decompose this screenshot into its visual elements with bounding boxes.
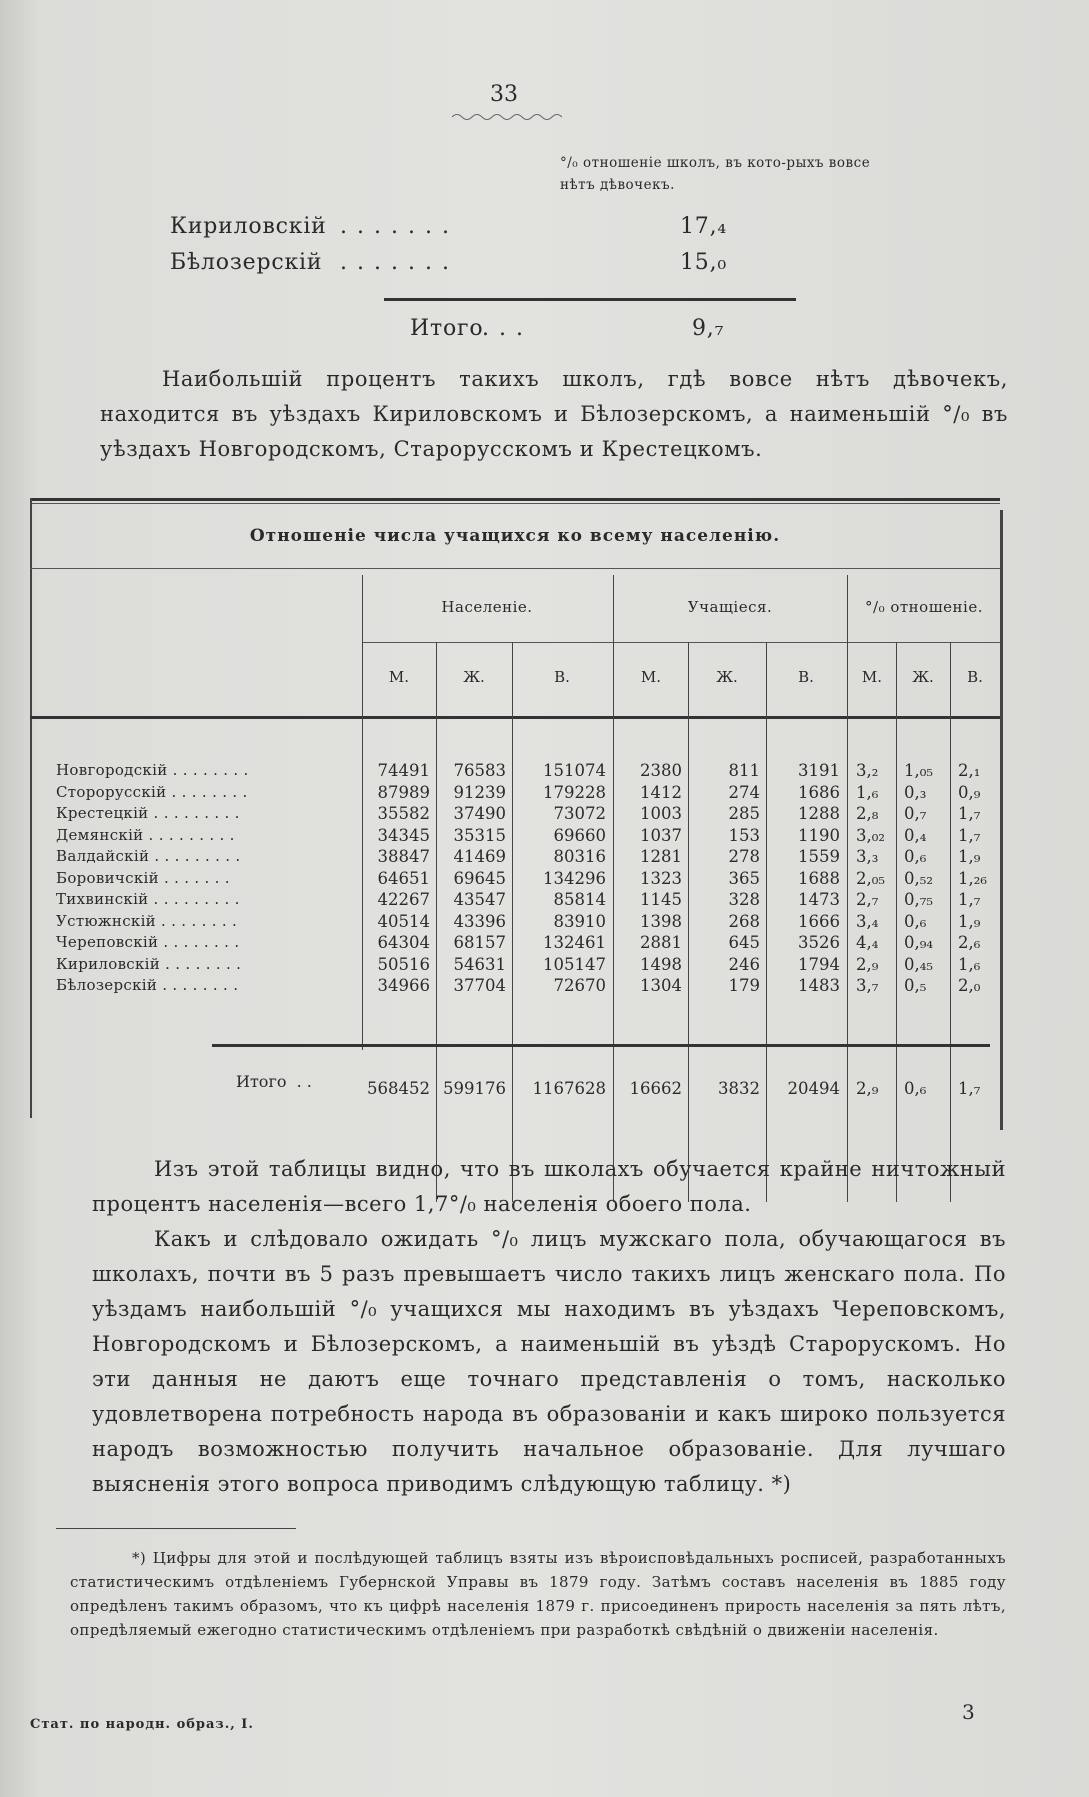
table-cell: 2,₀₅ bbox=[856, 868, 885, 888]
subheader-zh: Ж. bbox=[912, 668, 934, 686]
leader-dots: ... bbox=[482, 316, 533, 341]
table-cell: 85814 bbox=[553, 890, 606, 909]
top-table-row-name: Бѣлозерскій bbox=[170, 250, 323, 275]
table-cell: 153 bbox=[728, 825, 760, 845]
col-line bbox=[847, 575, 848, 1202]
table-cell: 91239 bbox=[453, 782, 506, 802]
table-cell: 0,₆ bbox=[904, 911, 927, 931]
table-cell: 43396 bbox=[453, 911, 506, 931]
table-cell: 0,₄₅ bbox=[904, 954, 933, 974]
table-cell: 1,₀₅ bbox=[904, 761, 933, 780]
footnote-separator bbox=[56, 1528, 296, 1529]
subheader-m: М. bbox=[861, 668, 883, 686]
table-cell: 1,₆ bbox=[856, 782, 879, 802]
table-cell: 2,₆ bbox=[958, 933, 981, 952]
table-cell: 1,₂₆ bbox=[958, 868, 987, 888]
subheader-v: В. bbox=[967, 668, 983, 686]
table-cell: 41469 bbox=[453, 847, 506, 866]
title-divider bbox=[30, 568, 1000, 569]
table-cell: 1281 bbox=[640, 847, 682, 866]
table-left-border bbox=[30, 498, 32, 1118]
subheader-zh: Ж. bbox=[716, 668, 738, 686]
table-cell: 76583 bbox=[453, 761, 506, 780]
table-cell: 2881 bbox=[640, 933, 682, 952]
table-cell: 34966 bbox=[377, 976, 430, 995]
table-cell: 811 bbox=[728, 761, 760, 780]
paragraph: Какъ и слѣдовало ожидать °/₀ лицъ мужскаго пола, обучающагося въ школахъ, почти въ 5 разъ превышаетъ число такихъ лицъ женскаго пола. По уѣздамъ наибольшій °/₀ учащихся мы находимъ въ уѣздахъ Череповскомъ, Новгородскомъ и Бѣлозерскомъ, а наименьшій въ уѣздѣ Старорускомъ. Но эти данныя не даютъ еще точнаго представленія о томъ, насколько удовлетворена потребность народа въ образованіи и какъ широко пользуется народъ возможностью получить начальное образованіе. Для лучшаго выясненія этого вопроса приводимъ слѣдующую таблицу. *) bbox=[92, 1227, 1006, 1496]
table-cell: 0,₅ bbox=[904, 976, 927, 995]
table-cell: 134296 bbox=[543, 868, 606, 888]
table-cell: 40514 bbox=[377, 911, 430, 931]
table-cell: 1,₇ bbox=[958, 890, 981, 909]
table-cell: 0,₇₅ bbox=[904, 890, 933, 909]
table-cell: 1037 bbox=[640, 825, 682, 845]
table-cell: 1473 bbox=[798, 890, 840, 909]
row-name: Демянскій . . . . . . . . . bbox=[56, 825, 235, 844]
table-right-border bbox=[1000, 510, 1003, 1130]
table-total-cell: 16662 bbox=[629, 1079, 682, 1098]
leader-dots: ....... bbox=[340, 250, 459, 275]
table-cell: 74491 bbox=[377, 761, 430, 780]
table-total-cell: 1,₇ bbox=[958, 1079, 981, 1098]
table-cell: 0,₆ bbox=[904, 847, 927, 866]
table-cell: 1483 bbox=[798, 976, 840, 995]
table-cell: 179228 bbox=[543, 782, 606, 802]
table-cell: 268 bbox=[728, 911, 760, 931]
table-cell: 37490 bbox=[453, 804, 506, 823]
table-cell: 105147 bbox=[543, 954, 606, 974]
row-name: Крестецкій . . . . . . . . . bbox=[56, 804, 240, 822]
table-total-cell: 0,₆ bbox=[904, 1079, 927, 1098]
table-cell: 3,₀₂ bbox=[856, 825, 885, 845]
footnote: *) Цифры для этой и послѣдующей таблицъ взяты изъ вѣроисповѣдальныхъ росписей, разработанныхъ статистическимъ отдѣленіемъ Губернской Управы въ 1879 году. Затѣмъ составъ населенія въ 1885 году опредѣленъ такимъ образомъ, что къ цифрѣ населенія 1879 г. присоединенъ прирость населенія за пять лѣтъ, опредѣляемый ежегодно статистическимъ отдѣленіемъ при разработкѣ свѣдѣній о движеніи населенія. bbox=[70, 1549, 1006, 1639]
table-cell: 1288 bbox=[798, 804, 840, 823]
table-cell: 1559 bbox=[798, 847, 840, 866]
table-cell: 72670 bbox=[553, 976, 606, 995]
table-cell: 3,₂ bbox=[856, 761, 879, 780]
table-cell: 1794 bbox=[798, 954, 840, 974]
table-cell: 1412 bbox=[640, 782, 682, 802]
table-cell: 1304 bbox=[640, 976, 682, 995]
table-total-cell: 1167628 bbox=[532, 1079, 606, 1098]
col-line bbox=[950, 642, 951, 1202]
top-table-column-header: °/₀ отношеніе школъ, въ кото-рыхъ вовсе нѣтъ дѣвочекъ. bbox=[560, 155, 871, 193]
table-cell: 3,₄ bbox=[856, 911, 879, 931]
table-top-rule-thin bbox=[30, 503, 1000, 504]
table-cell: 43547 bbox=[453, 890, 506, 909]
paragraph: Наибольшій процентъ такихъ школъ, гдѣ вовсе нѣтъ дѣвочекъ, находится въ уѣздахъ Кириловскомъ и Бѣлозерскомъ, а наименьшій °/₀ въ уѣздахъ Новгородскомъ, Старорусскомъ и Крестецкомъ. bbox=[100, 367, 1008, 461]
subheader-v: В. bbox=[554, 668, 570, 686]
table-cell: 3,₃ bbox=[856, 847, 879, 866]
decorative-squiggle bbox=[452, 112, 562, 122]
table-cell: 645 bbox=[728, 933, 760, 952]
table-cell: 151074 bbox=[543, 761, 606, 780]
table-cell: 87989 bbox=[377, 782, 430, 802]
table-cell: 1190 bbox=[798, 825, 840, 845]
row-name: Тихвинскій . . . . . . . . . bbox=[56, 890, 240, 908]
row-name: Кириловскій . . . . . . . . bbox=[56, 954, 242, 973]
table-cell: 54631 bbox=[453, 954, 506, 974]
table-cell: 2,₇ bbox=[856, 890, 879, 909]
table-cell: 1145 bbox=[640, 890, 682, 909]
table-total-name: Итого . . bbox=[236, 1072, 312, 1091]
table-cell: 64304 bbox=[377, 933, 430, 952]
paragraph: Изъ этой таблицы видно, что въ школахъ обучается крайне ничтожный процентъ населенія—всего 1,7°/₀ населенія обоего пола. bbox=[92, 1157, 1006, 1216]
table-cell: 365 bbox=[728, 868, 760, 888]
row-name: Устюжнскій . . . . . . . . bbox=[56, 911, 238, 930]
table-cell: 0,₄ bbox=[904, 825, 927, 845]
table-cell: 73072 bbox=[553, 804, 606, 823]
table-cell: 132461 bbox=[543, 933, 606, 952]
top-table-row-value: 15,₀ bbox=[680, 250, 728, 275]
table-cell: 0,₉ bbox=[958, 782, 981, 802]
table-cell: 1498 bbox=[640, 954, 682, 974]
table-cell: 1,₉ bbox=[958, 911, 981, 931]
table-cell: 2,₈ bbox=[856, 804, 879, 823]
top-table-total-name: Итого bbox=[410, 316, 484, 341]
table-cell: 3,₇ bbox=[856, 976, 879, 995]
table-cell: 69660 bbox=[553, 825, 606, 845]
group-header-percent: °/₀ отношеніе. bbox=[865, 598, 983, 616]
group-header-population: Населеніе. bbox=[441, 598, 533, 616]
subheader-m: М. bbox=[640, 668, 662, 686]
table-cell: 37704 bbox=[453, 976, 506, 995]
table-total-cell: 599176 bbox=[443, 1079, 506, 1098]
row-name: Боровичскій . . . . . . . bbox=[56, 868, 230, 887]
table-cell: 1686 bbox=[798, 782, 840, 802]
leader-dots: ....... bbox=[340, 214, 459, 239]
table-total-cell: 20494 bbox=[787, 1079, 840, 1098]
table-cell: 0,₃ bbox=[904, 782, 927, 802]
table-cell: 35582 bbox=[377, 804, 430, 823]
table-cell: 1,₇ bbox=[958, 825, 981, 845]
table-cell: 38847 bbox=[377, 847, 430, 866]
table-cell: 0,₇ bbox=[904, 804, 927, 823]
subheader-m: М. bbox=[388, 668, 410, 686]
subheader-zh: Ж. bbox=[463, 668, 485, 686]
table-top-rule bbox=[30, 498, 1000, 501]
row-name: Череповскій . . . . . . . . bbox=[56, 933, 240, 951]
table-cell: 2,₁ bbox=[958, 761, 981, 780]
total-rule bbox=[212, 1044, 990, 1047]
table-total-cell: 3832 bbox=[718, 1079, 760, 1098]
table-cell: 83910 bbox=[553, 911, 606, 931]
table-cell: 1688 bbox=[798, 868, 840, 888]
row-name: Новгородскій . . . . . . . . bbox=[56, 761, 249, 779]
table-cell: 0,₅₂ bbox=[904, 868, 933, 888]
subheader-v: В. bbox=[798, 668, 814, 686]
table-cell: 42267 bbox=[377, 890, 430, 909]
table-total-cell: 568452 bbox=[367, 1079, 430, 1098]
group-header-students: Учащіеся. bbox=[687, 598, 773, 616]
row-names bbox=[56, 760, 356, 997]
table-cell: 1398 bbox=[640, 911, 682, 931]
table-cell: 80316 bbox=[553, 847, 606, 866]
table-cell: 1,₇ bbox=[958, 804, 981, 823]
table-cell: 3191 bbox=[798, 761, 840, 780]
table-cell: 1666 bbox=[798, 911, 840, 931]
row-name: Сторорусскій . . . . . . . . bbox=[56, 782, 248, 801]
table-cell: 0,₉₄ bbox=[904, 933, 933, 952]
header-bottom-rule bbox=[30, 716, 1000, 719]
table-cell: 2,₉ bbox=[856, 954, 879, 974]
row-name: Бѣлозерскій . . . . . . . . bbox=[56, 976, 239, 994]
table-cell: 69645 bbox=[453, 868, 506, 888]
table-cell: 1,₆ bbox=[958, 954, 981, 974]
table-cell: 64651 bbox=[377, 868, 430, 888]
table-title: Отношеніе числа учащихся ко всему населенію. bbox=[249, 526, 781, 546]
group-divider bbox=[362, 642, 1000, 643]
signature-mark: 3 bbox=[962, 1700, 975, 1724]
table-cell: 2,₀ bbox=[958, 976, 981, 995]
table-cell: 274 bbox=[728, 782, 760, 802]
table-cell: 4,₄ bbox=[856, 933, 879, 952]
top-table-row-name: Кириловскій bbox=[170, 214, 327, 239]
table-cell: 246 bbox=[728, 954, 760, 974]
top-table-row-value: 17,₄ bbox=[680, 214, 728, 239]
table-cell: 2380 bbox=[640, 761, 682, 780]
table-cell: 34345 bbox=[377, 825, 430, 845]
row-name: Валдайскій . . . . . . . . . bbox=[56, 847, 241, 865]
bottom-signature-line: Стат. по народн. образ., I. bbox=[30, 1717, 254, 1732]
total-rule bbox=[384, 298, 796, 301]
table-cell: 50516 bbox=[377, 954, 430, 974]
page-number: 33 bbox=[490, 82, 518, 107]
col-line bbox=[896, 642, 897, 1202]
table-cell: 1003 bbox=[640, 804, 682, 823]
table-cell: 285 bbox=[728, 804, 760, 823]
top-table-total-value: 9,₇ bbox=[692, 316, 725, 341]
table-cell: 1323 bbox=[640, 868, 682, 888]
table-cell: 328 bbox=[728, 890, 760, 909]
table-cell: 3526 bbox=[798, 933, 840, 952]
table-cell: 35315 bbox=[453, 825, 506, 845]
table-cell: 179 bbox=[728, 976, 760, 995]
table-cell: 1,₉ bbox=[958, 847, 981, 866]
table-cell: 278 bbox=[728, 847, 760, 866]
table-total-cell: 2,₉ bbox=[856, 1079, 879, 1098]
table-cell: 68157 bbox=[453, 933, 506, 952]
